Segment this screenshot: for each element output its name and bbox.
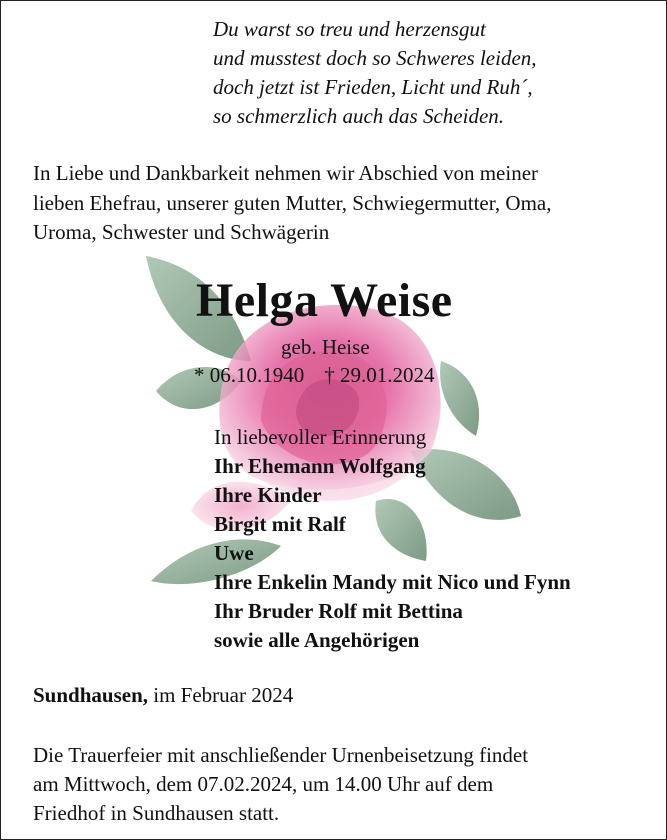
mourner-entry: Ihr Ehemann Wolfgang xyxy=(214,454,426,478)
month-year: im Februar 2024 xyxy=(148,683,294,707)
mourner-entry: Ihre Kinder xyxy=(214,483,322,507)
poem-line: doch jetzt ist Frieden, Licht und Ruh´, xyxy=(213,75,533,99)
place-name: Sundhausen, xyxy=(33,683,148,707)
farewell-line: In Liebe und Dankbarkeit nehmen wir Abschied von meiner xyxy=(33,161,539,185)
funeral-line: Friedhof in Sundhausen statt. xyxy=(33,801,280,825)
mourner-entry: Ihr Bruder Rolf mit Bettina xyxy=(214,599,463,623)
life-dates xyxy=(194,363,435,388)
mourner-entry: sowie alle Angehörigen xyxy=(214,628,420,652)
place-date-line xyxy=(33,683,293,708)
mourners-list xyxy=(214,423,571,655)
death-date: † 29.01.2024 xyxy=(324,363,435,387)
farewell-line: lieben Ehefrau, unserer guten Mutter, Schwiegermutter, Oma, xyxy=(33,190,552,215)
mourner-entry: Uwe xyxy=(214,541,254,565)
farewell-text xyxy=(33,159,643,248)
poem-line: so schmerzlich auch das Scheiden. xyxy=(213,104,505,128)
farewell-line: Uroma, Schwester und Schwägerin xyxy=(33,220,330,244)
poem-line: Du warst so treu und herzensgut xyxy=(213,17,486,41)
funeral-line: Die Trauerfeier mit anschließender Urnenbeisetzung findet xyxy=(33,743,529,767)
deceased-name: Helga Weise xyxy=(196,274,453,327)
birth-name: geb. Heise xyxy=(281,335,370,359)
mourner-entry: Birgit mit Ralf xyxy=(214,512,346,536)
birth-date: * 06.10.1940 xyxy=(194,363,305,387)
poem xyxy=(213,15,537,131)
remembrance-line: In liebevoller Erinnerung xyxy=(214,425,427,449)
funeral-line: am Mittwoch, dem 07.02.2024, um 14.00 Uhr auf dem xyxy=(33,772,494,796)
poem-line: und musstest doch so Schweres leiden, xyxy=(213,46,537,70)
funeral-info xyxy=(33,741,528,828)
mourner-entry: Ihre Enkelin Mandy mit Nico und Fynn xyxy=(214,570,571,594)
